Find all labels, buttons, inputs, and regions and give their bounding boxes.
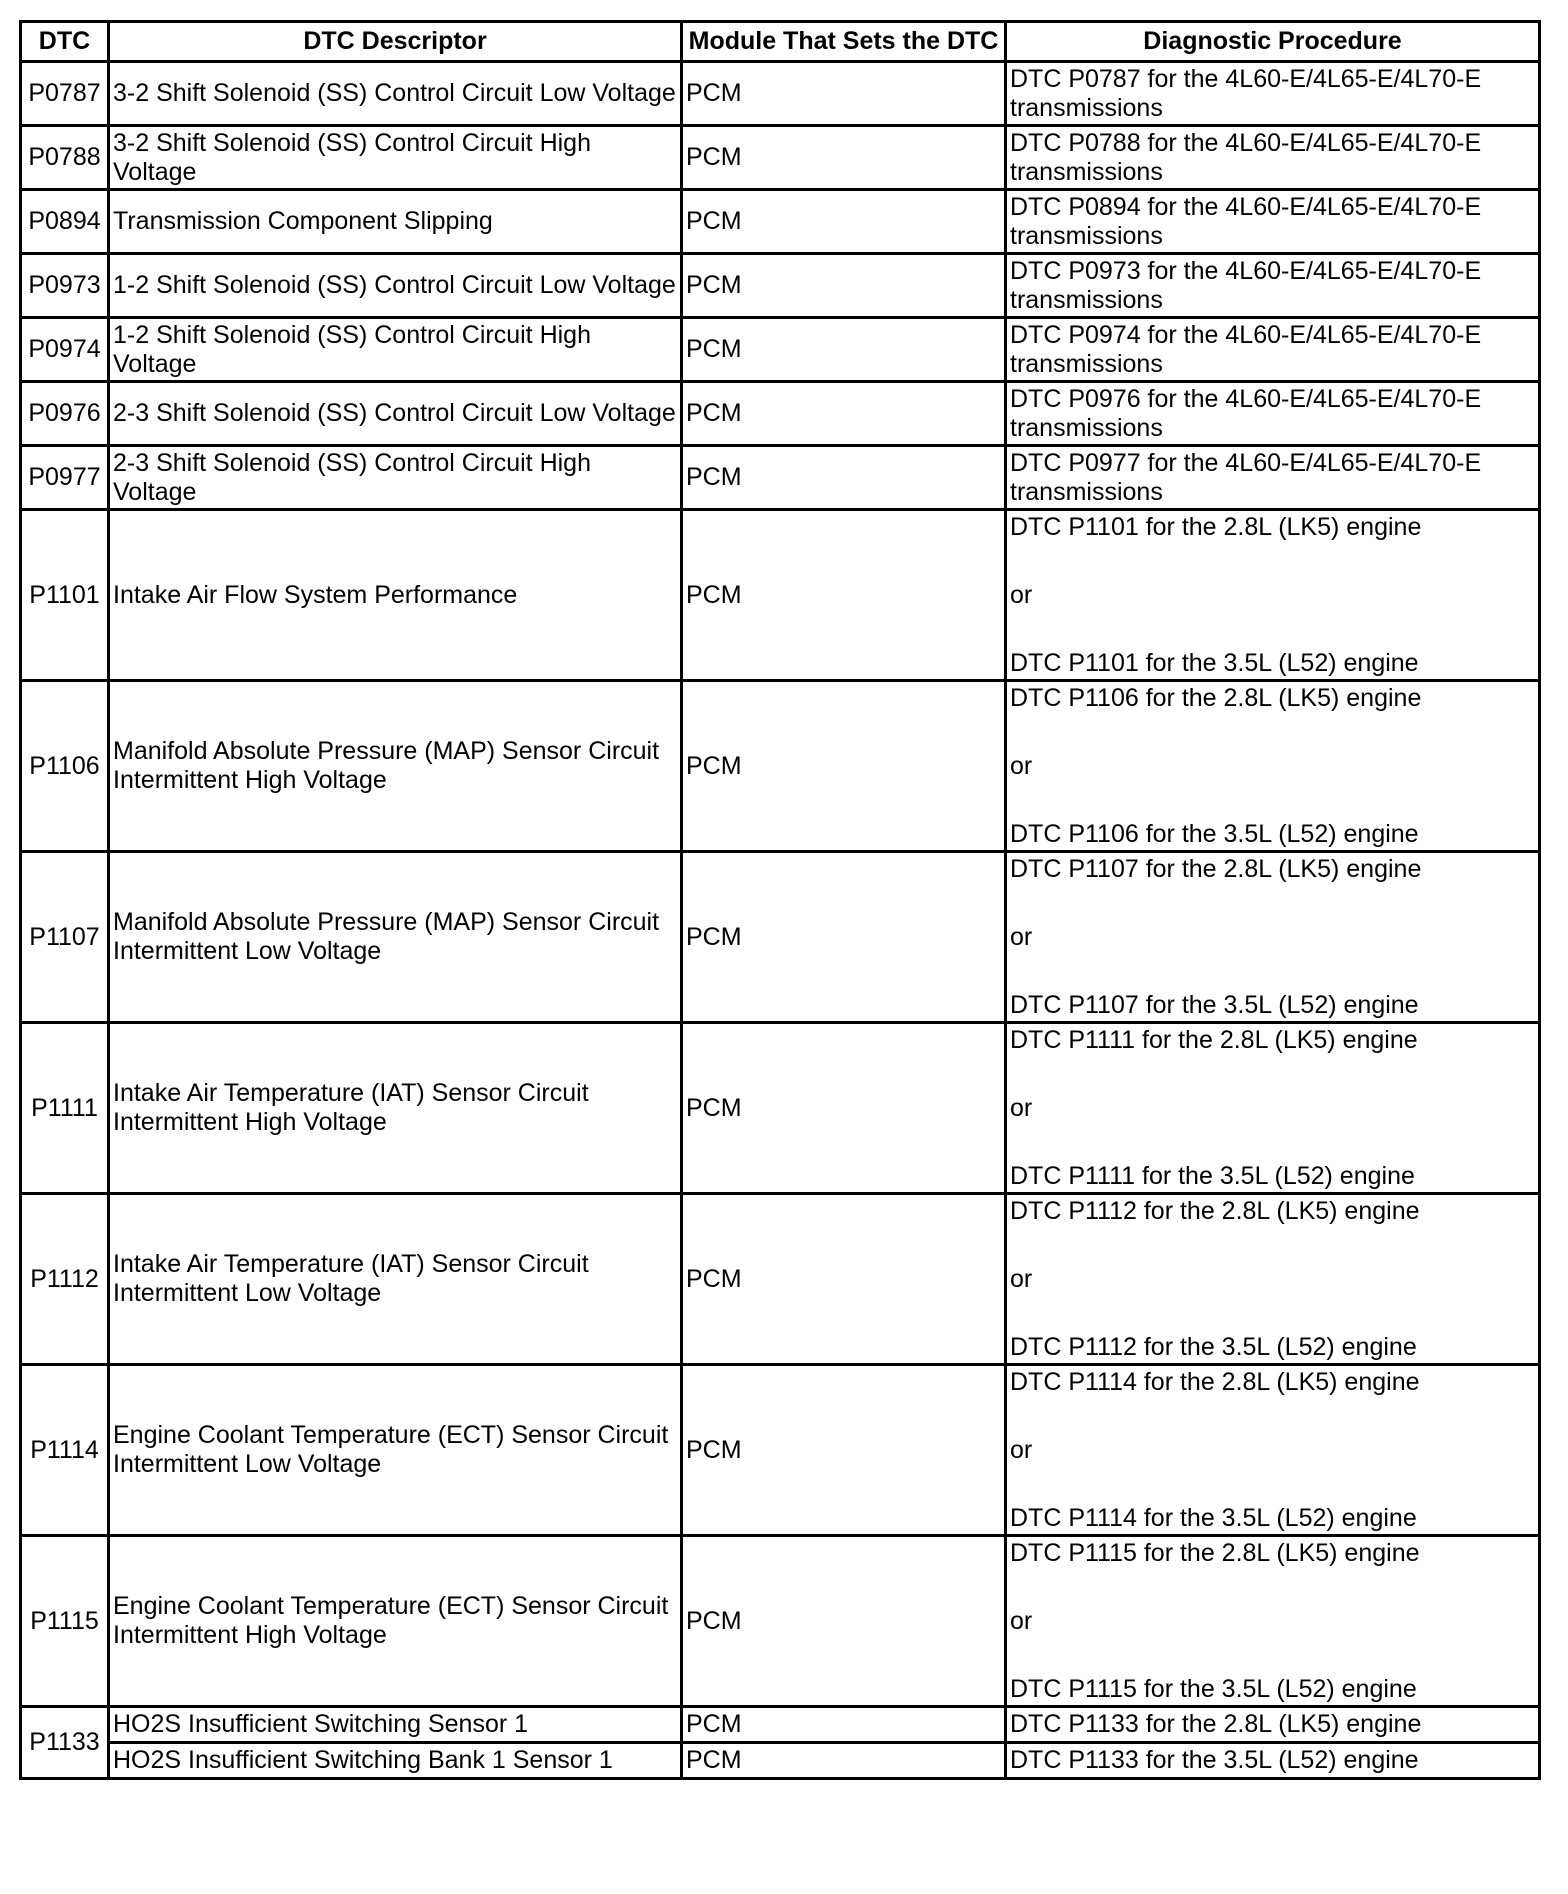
dtc-code: P1101 (21, 510, 109, 681)
dtc-descriptor: 1-2 Shift Solenoid (SS) Control Circuit High Voltage (109, 318, 682, 382)
dtc-code: P1111 (21, 1023, 109, 1194)
module-name: PCM (682, 126, 1006, 190)
diagnostic-procedure: DTC P0894 for the 4L60-E/4L65-E/4L70-E transmissions (1006, 190, 1540, 254)
procedure-spacer (1010, 1568, 1535, 1607)
diagnostic-procedure: DTC P0977 for the 4L60-E/4L65-E/4L70-E transmissions (1006, 446, 1540, 510)
table-row (21, 681, 1540, 852)
module-name: PCM (682, 190, 1006, 254)
procedure-spacer (1010, 610, 1535, 649)
procedure-spacer (1010, 1055, 1535, 1094)
dtc-descriptor: Intake Air Flow System Performance (109, 510, 682, 681)
dtc-descriptor: 2-3 Shift Solenoid (SS) Control Circuit Low Voltage (109, 382, 682, 446)
dtc-descriptor: 3-2 Shift Solenoid (SS) Control Circuit High Voltage (109, 126, 682, 190)
dtc-descriptor: 1-2 Shift Solenoid (SS) Control Circuit Low Voltage (109, 254, 682, 318)
procedure-option-b: DTC P1101 for the 3.5L (L52) engine (1010, 648, 1419, 677)
dtc-code: P1107 (21, 852, 109, 1023)
procedure-spacer (1010, 542, 1535, 581)
procedure-or: or (1010, 580, 1033, 609)
diagnostic-procedure: DTC P0974 for the 4L60-E/4L65-E/4L70-E transmissions (1006, 318, 1540, 382)
procedure-option-a: DTC P1115 for the 2.8L (LK5) engine (1010, 1538, 1420, 1567)
procedure-spacer (1010, 884, 1535, 923)
procedure-spacer (1010, 952, 1535, 991)
dtc-code: P0974 (21, 318, 109, 382)
table-row (21, 126, 1540, 190)
module-name: PCM (682, 1707, 1006, 1743)
table-row (21, 1365, 1540, 1536)
table-row (21, 1536, 1540, 1707)
dtc-descriptor: HO2S Insufficient Switching Sensor 1 (109, 1707, 682, 1743)
diagnostic-procedure: DTC P0787 for the 4L60-E/4L65-E/4L70-E transmissions (1006, 62, 1540, 126)
dtc-code: P1114 (21, 1365, 109, 1536)
module-name: PCM (682, 254, 1006, 318)
header-module: Module That Sets the DTC (682, 22, 1006, 62)
procedure-option-b: DTC P1112 for the 3.5L (L52) engine (1010, 1332, 1417, 1361)
table-row (21, 1743, 1540, 1779)
module-name: PCM (682, 1023, 1006, 1194)
header-descriptor: DTC Descriptor (109, 22, 682, 62)
diagnostic-procedure: DTC P1133 for the 3.5L (L52) engine (1006, 1743, 1540, 1779)
diagnostic-procedure: DTC P0973 for the 4L60-E/4L65-E/4L70-E transmissions (1006, 254, 1540, 318)
dtc-code: P1112 (21, 1194, 109, 1365)
procedure-option-a: DTC P1107 for the 2.8L (LK5) engine (1010, 854, 1422, 883)
dtc-code: P1115 (21, 1536, 109, 1707)
procedure-or: or (1010, 1435, 1033, 1464)
procedure-option-a: DTC P1106 for the 2.8L (LK5) engine (1010, 683, 1422, 712)
module-name: PCM (682, 510, 1006, 681)
diagnostic-procedure: DTC P0788 for the 4L60-E/4L65-E/4L70-E transmissions (1006, 126, 1540, 190)
procedure-option-b: DTC P1107 for the 3.5L (L52) engine (1010, 990, 1419, 1019)
diagnostic-procedure (1006, 1194, 1540, 1365)
diagnostic-procedure (1006, 1023, 1540, 1194)
module-name: PCM (682, 318, 1006, 382)
dtc-code: P0787 (21, 62, 109, 126)
table-row (21, 190, 1540, 254)
procedure-spacer (1010, 1397, 1535, 1436)
dtc-descriptor: Engine Coolant Temperature (ECT) Sensor Circuit Intermittent High Voltage (109, 1536, 682, 1707)
procedure-spacer (1010, 1294, 1535, 1333)
diagnostic-procedure (1006, 1365, 1540, 1536)
table-row (21, 510, 1540, 681)
dtc-descriptor: Intake Air Temperature (IAT) Sensor Circuit Intermittent Low Voltage (109, 1194, 682, 1365)
table-row (21, 62, 1540, 126)
procedure-option-a: DTC P1101 for the 2.8L (LK5) engine (1010, 512, 1422, 541)
dtc-descriptor: Manifold Absolute Pressure (MAP) Sensor Circuit Intermittent High Voltage (109, 681, 682, 852)
table-row (21, 1707, 1540, 1743)
diagnostic-procedure (1006, 681, 1540, 852)
header-procedure: Diagnostic Procedure (1006, 22, 1540, 62)
procedure-spacer (1010, 1123, 1535, 1162)
procedure-spacer (1010, 781, 1535, 820)
procedure-spacer (1010, 1226, 1535, 1265)
dtc-descriptor: Engine Coolant Temperature (ECT) Sensor Circuit Intermittent Low Voltage (109, 1365, 682, 1536)
dtc-code: P0977 (21, 446, 109, 510)
dtc-code: P1133 (21, 1707, 109, 1779)
procedure-option-b: DTC P1106 for the 3.5L (L52) engine (1010, 819, 1419, 848)
diagnostic-procedure (1006, 510, 1540, 681)
module-name: PCM (682, 62, 1006, 126)
dtc-code: P0976 (21, 382, 109, 446)
procedure-option-a: DTC P1112 for the 2.8L (LK5) engine (1010, 1196, 1420, 1225)
procedure-option-a: DTC P1111 for the 2.8L (LK5) engine (1010, 1025, 1418, 1054)
dtc-code: P0894 (21, 190, 109, 254)
dtc-code: P0973 (21, 254, 109, 318)
dtc-descriptor: 2-3 Shift Solenoid (SS) Control Circuit High Voltage (109, 446, 682, 510)
dtc-descriptor: Manifold Absolute Pressure (MAP) Sensor Circuit Intermittent Low Voltage (109, 852, 682, 1023)
procedure-or: or (1010, 1264, 1033, 1293)
dtc-code: P1106 (21, 681, 109, 852)
diagnostic-procedure: DTC P1133 for the 2.8L (LK5) engine (1006, 1707, 1540, 1743)
header-dtc: DTC (21, 22, 109, 62)
dtc-descriptor: Intake Air Temperature (IAT) Sensor Circuit Intermittent High Voltage (109, 1023, 682, 1194)
procedure-option-b: DTC P1115 for the 3.5L (L52) engine (1010, 1674, 1417, 1703)
module-name: PCM (682, 681, 1006, 852)
table-row (21, 852, 1540, 1023)
table-row (21, 446, 1540, 510)
table-row (21, 318, 1540, 382)
module-name: PCM (682, 1536, 1006, 1707)
module-name: PCM (682, 852, 1006, 1023)
dtc-code: P0788 (21, 126, 109, 190)
procedure-option-a: DTC P1114 for the 2.8L (LK5) engine (1010, 1367, 1420, 1396)
module-name: PCM (682, 382, 1006, 446)
table-row (21, 1023, 1540, 1194)
procedure-or: or (1010, 1093, 1033, 1122)
diagnostic-procedure: DTC P0976 for the 4L60-E/4L65-E/4L70-E transmissions (1006, 382, 1540, 446)
procedure-option-b: DTC P1114 for the 3.5L (L52) engine (1010, 1503, 1417, 1532)
dtc-descriptor: Transmission Component Slipping (109, 190, 682, 254)
procedure-option-b: DTC P1111 for the 3.5L (L52) engine (1010, 1161, 1415, 1190)
procedure-spacer (1010, 1636, 1535, 1675)
table-row (21, 254, 1540, 318)
procedure-or: or (1010, 751, 1033, 780)
diagnostic-procedure (1006, 852, 1540, 1023)
module-name: PCM (682, 446, 1006, 510)
table-header-row (21, 22, 1540, 62)
dtc-descriptor: 3-2 Shift Solenoid (SS) Control Circuit Low Voltage (109, 62, 682, 126)
dtc-table (19, 20, 1541, 1780)
module-name: PCM (682, 1194, 1006, 1365)
diagnostic-procedure (1006, 1536, 1540, 1707)
procedure-or: or (1010, 922, 1033, 951)
dtc-descriptor: HO2S Insufficient Switching Bank 1 Sensor 1 (109, 1743, 682, 1779)
table-row (21, 1194, 1540, 1365)
table-row (21, 382, 1540, 446)
procedure-spacer (1010, 1465, 1535, 1504)
module-name: PCM (682, 1365, 1006, 1536)
procedure-or: or (1010, 1606, 1033, 1635)
procedure-spacer (1010, 713, 1535, 752)
module-name: PCM (682, 1743, 1006, 1779)
